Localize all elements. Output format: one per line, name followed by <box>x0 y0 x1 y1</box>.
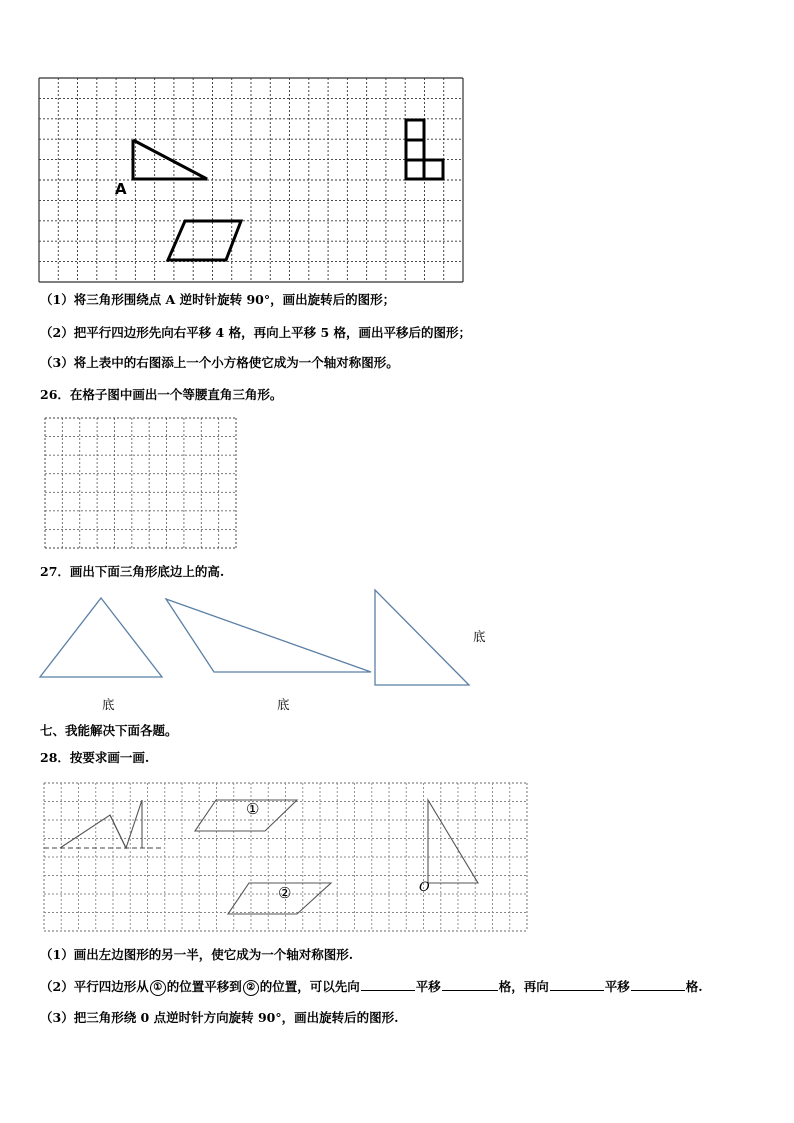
q27-title: 27．画出下面三角形底边上的高. <box>40 564 225 579</box>
q26-title: 26．在格子图中画出一个等腰直角三角形。 <box>40 387 283 402</box>
half-figure <box>60 800 142 848</box>
q25-item-2: （2）把平行四边形先向右平移 4 格，再向上平移 5 格，画出平移后的图形； <box>40 325 472 340</box>
item2-text-4: 平移 <box>415 979 441 994</box>
right-triangle <box>428 800 478 883</box>
q28-item-2 <box>40 978 703 996</box>
q28-item-1: （1）画出左边图形的另一半，使它成为一个轴对称图形. <box>40 947 354 962</box>
answer-blank-1[interactable] <box>361 978 415 991</box>
q28-item-3: （3）把三角形绕 0 点逆时针方向旋转 90°，画出旋转后的图形. <box>40 1010 399 1025</box>
point-a-label: A <box>115 180 127 198</box>
item2-text-5: 格，再向 <box>498 979 549 994</box>
item2-text-6: 平移 <box>604 979 630 994</box>
item2-text-3: 的位置，可以先向 <box>259 979 360 994</box>
base-label-1: 底 <box>102 697 115 712</box>
base-label-3: 底 <box>473 629 486 644</box>
circle-1: ① <box>150 980 166 996</box>
shape-label-2: ② <box>278 884 292 902</box>
item2-text-7: 格. <box>685 979 703 994</box>
item2-text-2: 的位置平移到 <box>166 979 242 994</box>
section-7-title: 七、我能解决下面各题。 <box>40 723 178 738</box>
answer-blank-2[interactable] <box>442 978 498 991</box>
answer-blank-4[interactable] <box>631 978 685 991</box>
origin-label: O <box>419 880 430 895</box>
shape-label-1: ① <box>246 800 260 818</box>
q25-item-3: （3）将上表中的右图添上一个小方格使它成为一个轴对称图形。 <box>40 355 399 370</box>
q28-title: 28．按要求画一画. <box>40 750 150 765</box>
q25-item-1: （1）将三角形围绕点 A 逆时针旋转 90°，画出旋转后的图形； <box>40 292 396 307</box>
circle-2: ② <box>243 980 259 996</box>
item2-text-1: （2）平行四边形从 <box>40 979 149 994</box>
answer-blank-3[interactable] <box>550 978 604 991</box>
base-label-2: 底 <box>277 697 290 712</box>
